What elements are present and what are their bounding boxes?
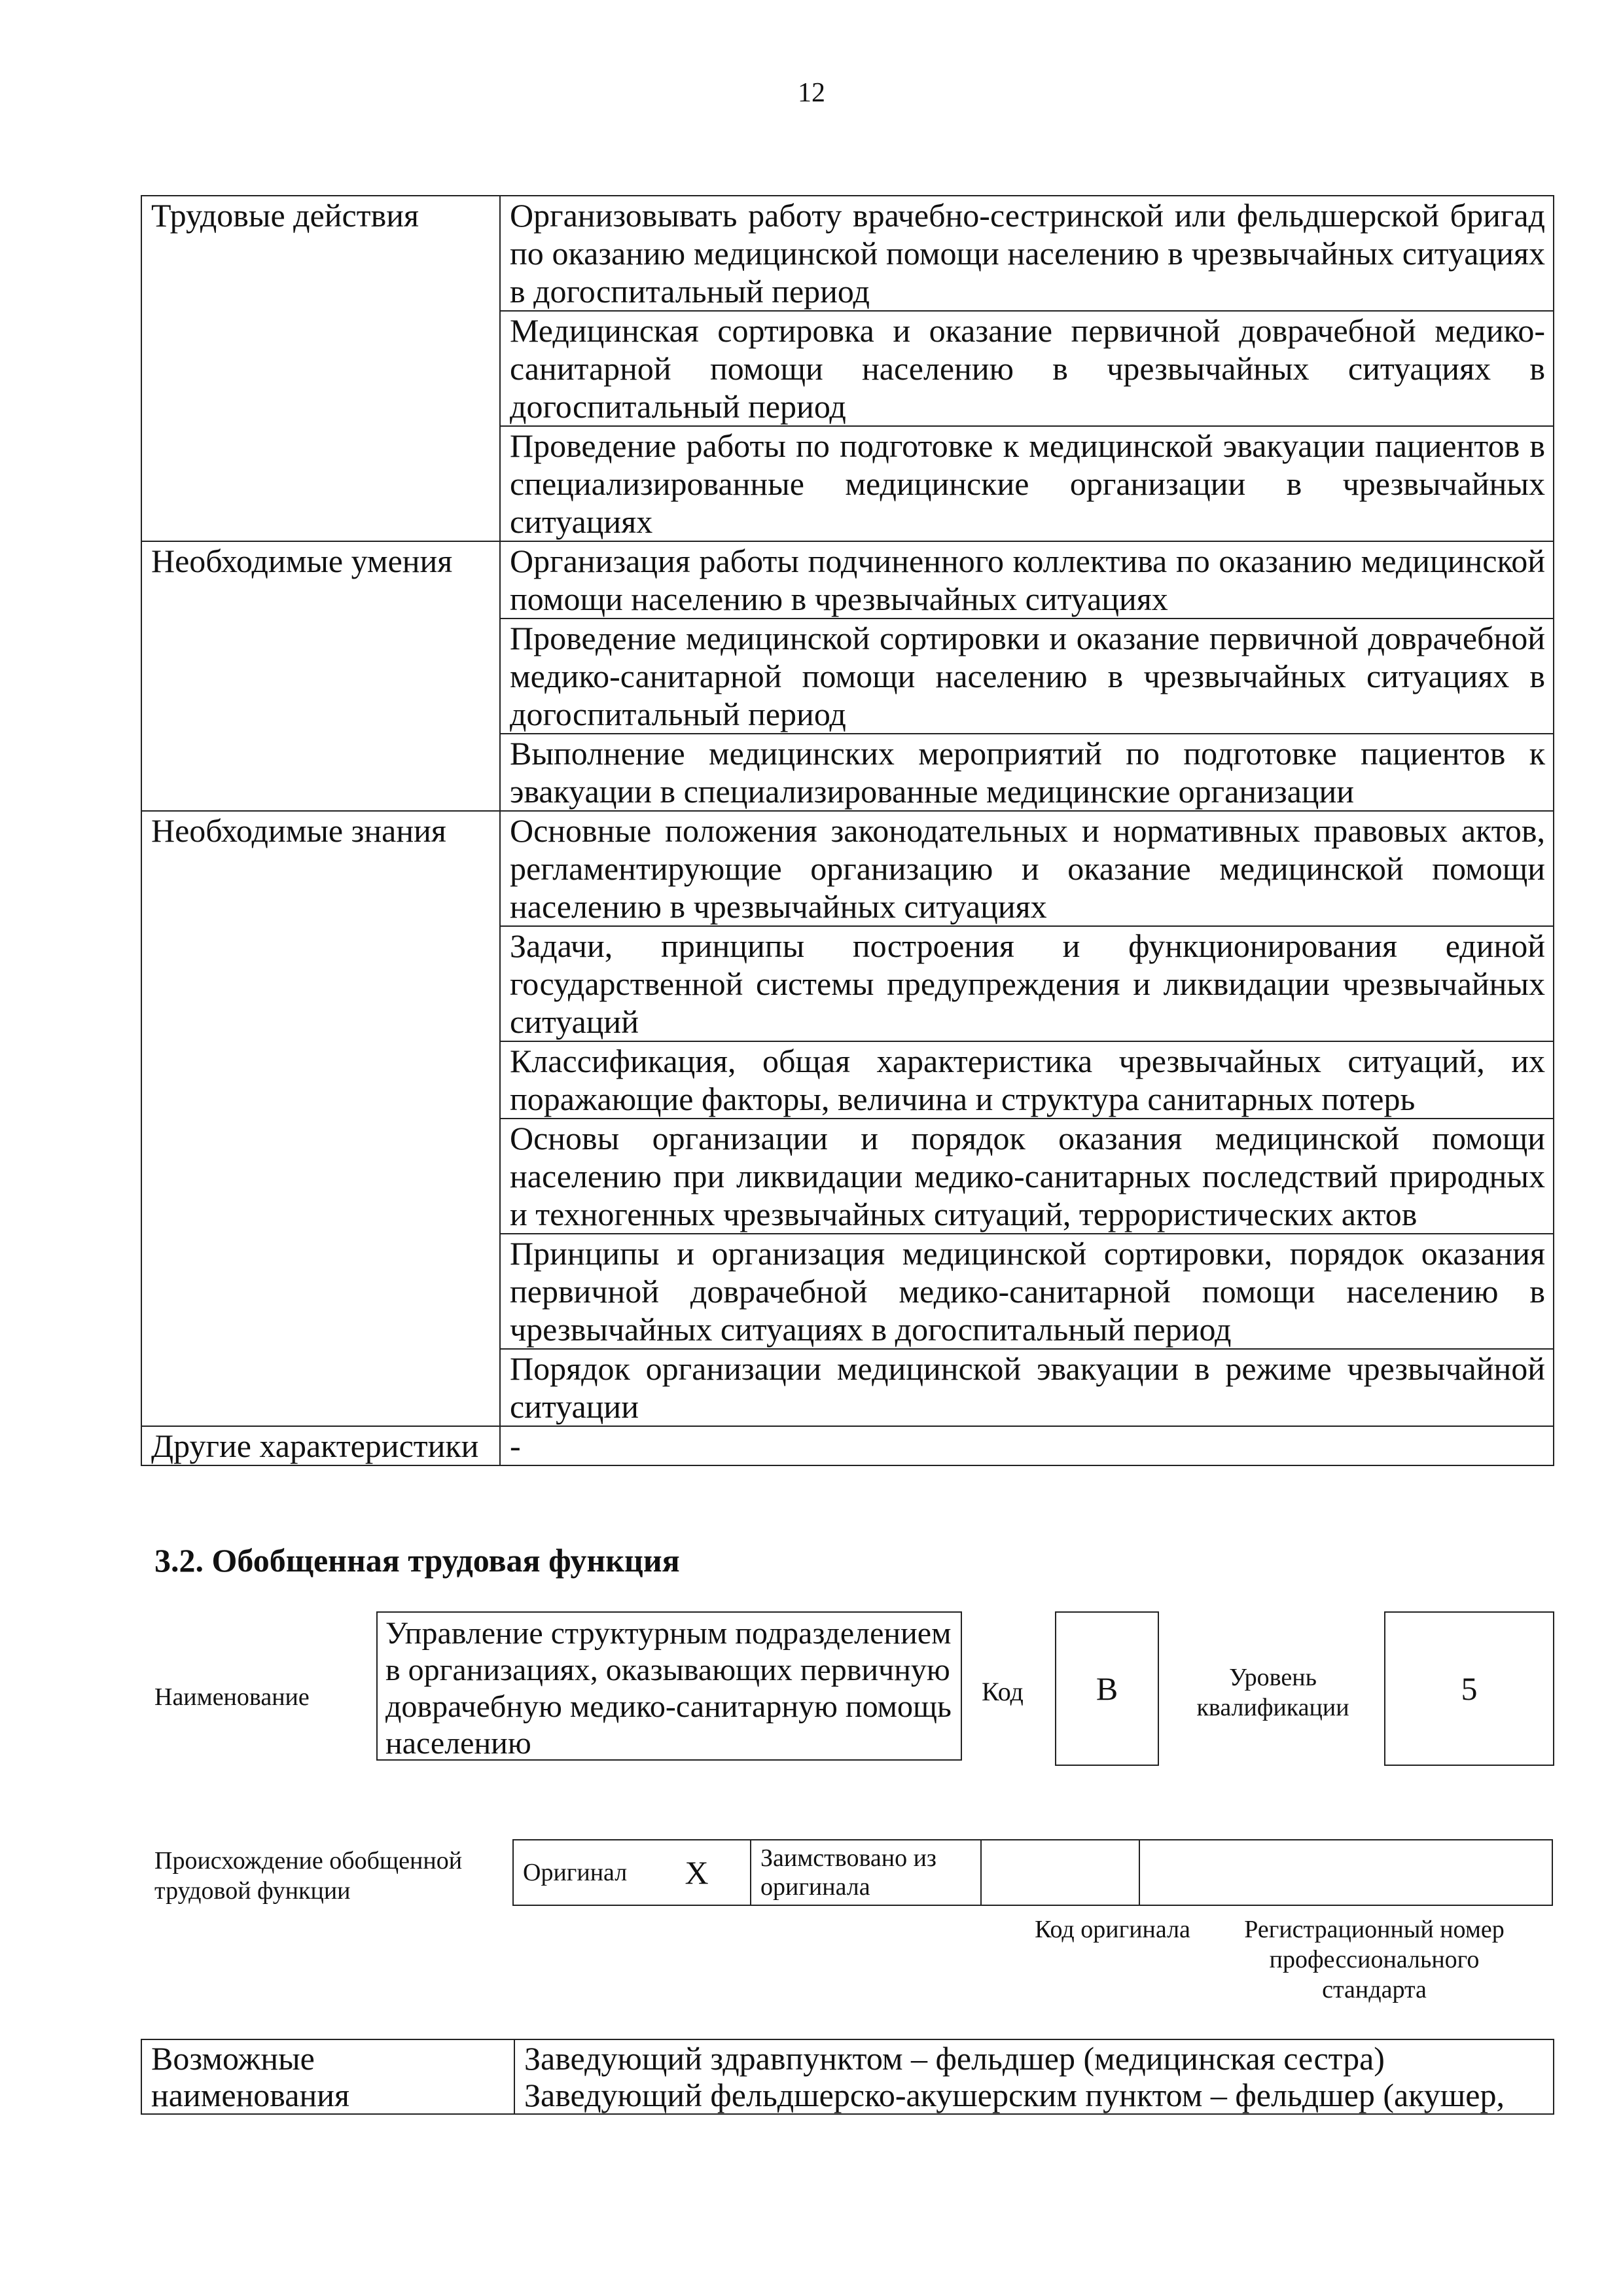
possible-names-values [514,2039,1554,2114]
reg-caption: Регистрационный номер профессионального стандарта [1244,1916,1505,2003]
original-label: Оригинал [513,1840,643,1905]
list-item: Заведующий фельдшерско-акушерским пунктом – фельдшер (акушер, [524,2077,1505,2113]
code-label: Код [982,1677,1024,1706]
row-label-labor-actions: Трудовые действия [141,196,500,541]
section-heading: 3.2. Обобщенная трудовая функция [154,1542,680,1579]
table-cell: Организация работы подчиненного коллектива по оказанию медицинской помощи населению в чрезвычайных ситуациях [500,541,1554,619]
table-cell: Выполнение медицинских мероприятий по подготовке пациентов к эвакуации в специализированные медицинские организации [500,734,1554,811]
table-cell: Медицинская сортировка и оказание первичной доврачебной медико-санитарной помощи населению в чрезвычайных ситуациях в догоспитальный период [500,311,1554,426]
reg-number-cell [1139,1840,1552,1905]
level-value-box: 5 [1384,1611,1554,1766]
table-row [141,2039,1554,2114]
table-row [141,196,1554,311]
level-label: Уровень квалификации [1196,1664,1349,1721]
borrowed-label: Заимствовано из оригинала [751,1840,981,1905]
list-item: Заведующий здравпунктом – фельдшер (медицинская сестра) [524,2040,1385,2077]
table-row [141,541,1554,619]
origin-table [512,1839,1553,1906]
table-cell: Принципы и организация медицинской сортировки, порядок оказания первичной доврачебной медико-санитарной помощи населению в чрезвычайных ситуациях в догоспитальный период [500,1234,1554,1349]
table-cell: Основы организации и порядок оказания медицинской помощи населению при ликвидации медико-санитарных последствий природных и техногенных чрезвычайных ситуаций, террористических актов [500,1119,1554,1234]
code-value-box: B [1055,1611,1159,1766]
function-name-box: Управление структурным подразделением в организациях, оказывающих первичную доврачебную медико-санитарную помощь населению [376,1611,962,1761]
table-cell: Классификация, общая характеристика чрезвычайных ситуаций, их поражающие факторы, величина и структура санитарных потерь [500,1041,1554,1119]
labor-functions-table [141,195,1554,1466]
table-cell: Задачи, принципы построения и функционирования единой государственной системы предупреждения и ликвидации чрезвычайных ситуаций [500,926,1554,1041]
table-cell: - [500,1426,1554,1465]
row-label-required-knowledge: Необходимые знания [141,811,500,1426]
table-cell: Порядок организации медицинской эвакуации в режиме чрезвычайной ситуации [500,1349,1554,1426]
table-cell: Основные положения законодательных и нормативных правовых актов, регламентирующие организацию и оказание медицинской помощи населению в чрезвычайных ситуациях [500,811,1554,926]
table-row [513,1840,1552,1905]
table-row [141,1426,1554,1465]
table-cell: Проведение медицинской сортировки и оказание первичной доврачебной медико-санитарной помощи населению в чрезвычайных ситуациях в догоспитальный период [500,619,1554,734]
table-row [141,811,1554,926]
original-mark: X [643,1840,751,1905]
possible-names-label: Возможные наименования [141,2039,514,2114]
table-cell: Проведение работы по подготовке к медицинской эвакуации пациентов в специализированные медицинские организации в чрезвычайных ситуациях [500,426,1554,541]
page-number: 12 [798,78,825,108]
possible-names-table [141,2039,1554,2115]
original-code-cell [981,1840,1139,1905]
table-cell: Организовывать работу врачебно-сестринской или фельдшерской бригад по оказанию медицинской помощи населению в чрезвычайных ситуациях в догоспитальный период [500,196,1554,311]
code-caption: Код оригинала [1035,1916,1190,1943]
name-label: Наименование [154,1683,310,1711]
row-label-other-characteristics: Другие характеристики [141,1426,500,1465]
row-label-required-skills: Необходимые умения [141,541,500,811]
origin-label: Происхождение обобщенной трудовой функции [154,1847,463,1905]
